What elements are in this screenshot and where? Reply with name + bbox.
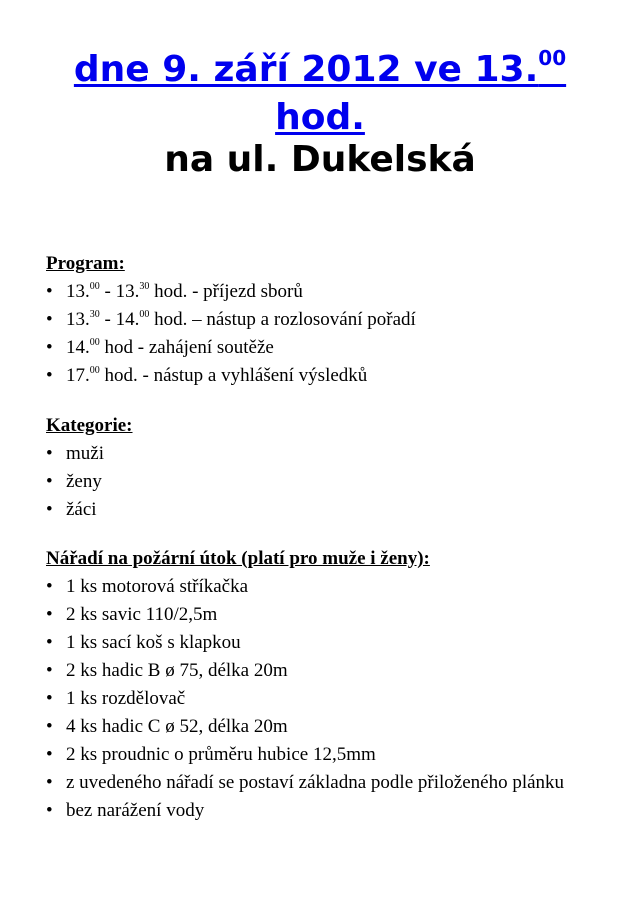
naradi-label: bez narážení vody	[66, 800, 205, 821]
program-item	[46, 334, 606, 362]
kategorie-section	[46, 412, 606, 524]
event-place-heading	[0, 140, 640, 180]
naradi-label: 2 ks proudnic o průměru hubice 12,5mm	[66, 744, 376, 765]
program-time-sup: 30	[89, 309, 100, 320]
event-time-superscript: 00	[538, 46, 567, 70]
bullet-icon: •	[46, 471, 53, 492]
program-description: hod. - příjezd sborů	[149, 281, 303, 302]
program-time: 14.	[66, 337, 90, 358]
kategorie-label: muži	[66, 443, 104, 464]
kategorie-item	[46, 496, 606, 524]
program-time-sup: 00	[139, 309, 150, 320]
naradi-label: 4 ks hadic C ø 52, délka 20m	[66, 716, 288, 737]
bullet-icon: •	[46, 744, 53, 765]
event-date-heading[interactable]	[0, 46, 640, 90]
naradi-item	[46, 573, 586, 601]
event-date-heading-line2[interactable]	[0, 98, 640, 138]
program-item	[46, 278, 606, 306]
program-description: hod. - nástup a vyhlášení výsledků	[99, 365, 368, 386]
naradi-label: 2 ks hadic B ø 75, délka 20m	[66, 660, 288, 681]
bullet-icon: •	[46, 309, 53, 330]
bullet-icon: •	[46, 281, 53, 302]
program-time: - 14.	[99, 309, 140, 330]
naradi-label: 1 ks sací koš s klapkou	[66, 632, 241, 653]
bullet-icon: •	[46, 576, 53, 597]
program-time: 17.	[66, 365, 90, 386]
event-date-text: dne 9. září 2012 ve 13.	[73, 49, 539, 90]
bullet-icon: •	[46, 499, 53, 520]
bullet-icon: •	[46, 365, 53, 386]
naradi-list	[46, 573, 606, 825]
bullet-icon: •	[46, 772, 53, 793]
program-item	[46, 362, 606, 390]
naradi-item	[46, 797, 586, 825]
kategorie-label: žáci	[66, 499, 97, 520]
program-time-sup: 00	[89, 337, 100, 348]
kategorie-label: ženy	[66, 471, 102, 492]
kategorie-list	[46, 440, 606, 524]
naradi-title: Nářadí na požární útok (platí pro muže i ženy):	[46, 548, 430, 569]
naradi-label: 1 ks rozdělovač	[66, 688, 186, 709]
naradi-item	[46, 769, 586, 797]
event-place-text: na ul. Dukelská	[164, 139, 476, 180]
kategorie-title: Kategorie:	[46, 415, 133, 436]
naradi-label: z uvedeného nářadí se postaví základna podle přiloženého plánku	[66, 772, 565, 793]
program-time-sup: 00	[89, 281, 100, 292]
kategorie-item	[46, 440, 606, 468]
naradi-item	[46, 713, 586, 741]
program-description: hod - zahájení soutěže	[99, 337, 274, 358]
bullet-icon: •	[46, 716, 53, 737]
kategorie-item	[46, 468, 606, 496]
naradi-label: 2 ks savic 110/2,5m	[66, 604, 218, 625]
bullet-icon: •	[46, 604, 53, 625]
naradi-item	[46, 629, 586, 657]
program-time-sup: 00	[89, 365, 100, 376]
program-time: 13.	[66, 309, 90, 330]
program-section	[46, 250, 606, 390]
naradi-item	[46, 657, 586, 685]
naradi-item	[46, 685, 586, 713]
program-item	[46, 306, 606, 334]
bullet-icon: •	[46, 688, 53, 709]
program-time-sup: 30	[139, 281, 150, 292]
bullet-icon: •	[46, 800, 53, 821]
bullet-icon: •	[46, 660, 53, 681]
program-list	[46, 278, 606, 390]
naradi-item	[46, 741, 586, 769]
program-time: 13.	[66, 281, 90, 302]
naradi-item	[46, 601, 586, 629]
bullet-icon: •	[46, 443, 53, 464]
program-description: hod. – nástup a rozlosování pořadí	[149, 309, 416, 330]
program-title: Program:	[46, 253, 125, 274]
naradi-section	[46, 545, 606, 825]
program-time: - 13.	[99, 281, 140, 302]
event-hour-text: hod.	[275, 97, 365, 138]
bullet-icon: •	[46, 337, 53, 358]
naradi-label: 1 ks motorová stříkačka	[66, 576, 249, 597]
bullet-icon: •	[46, 632, 53, 653]
